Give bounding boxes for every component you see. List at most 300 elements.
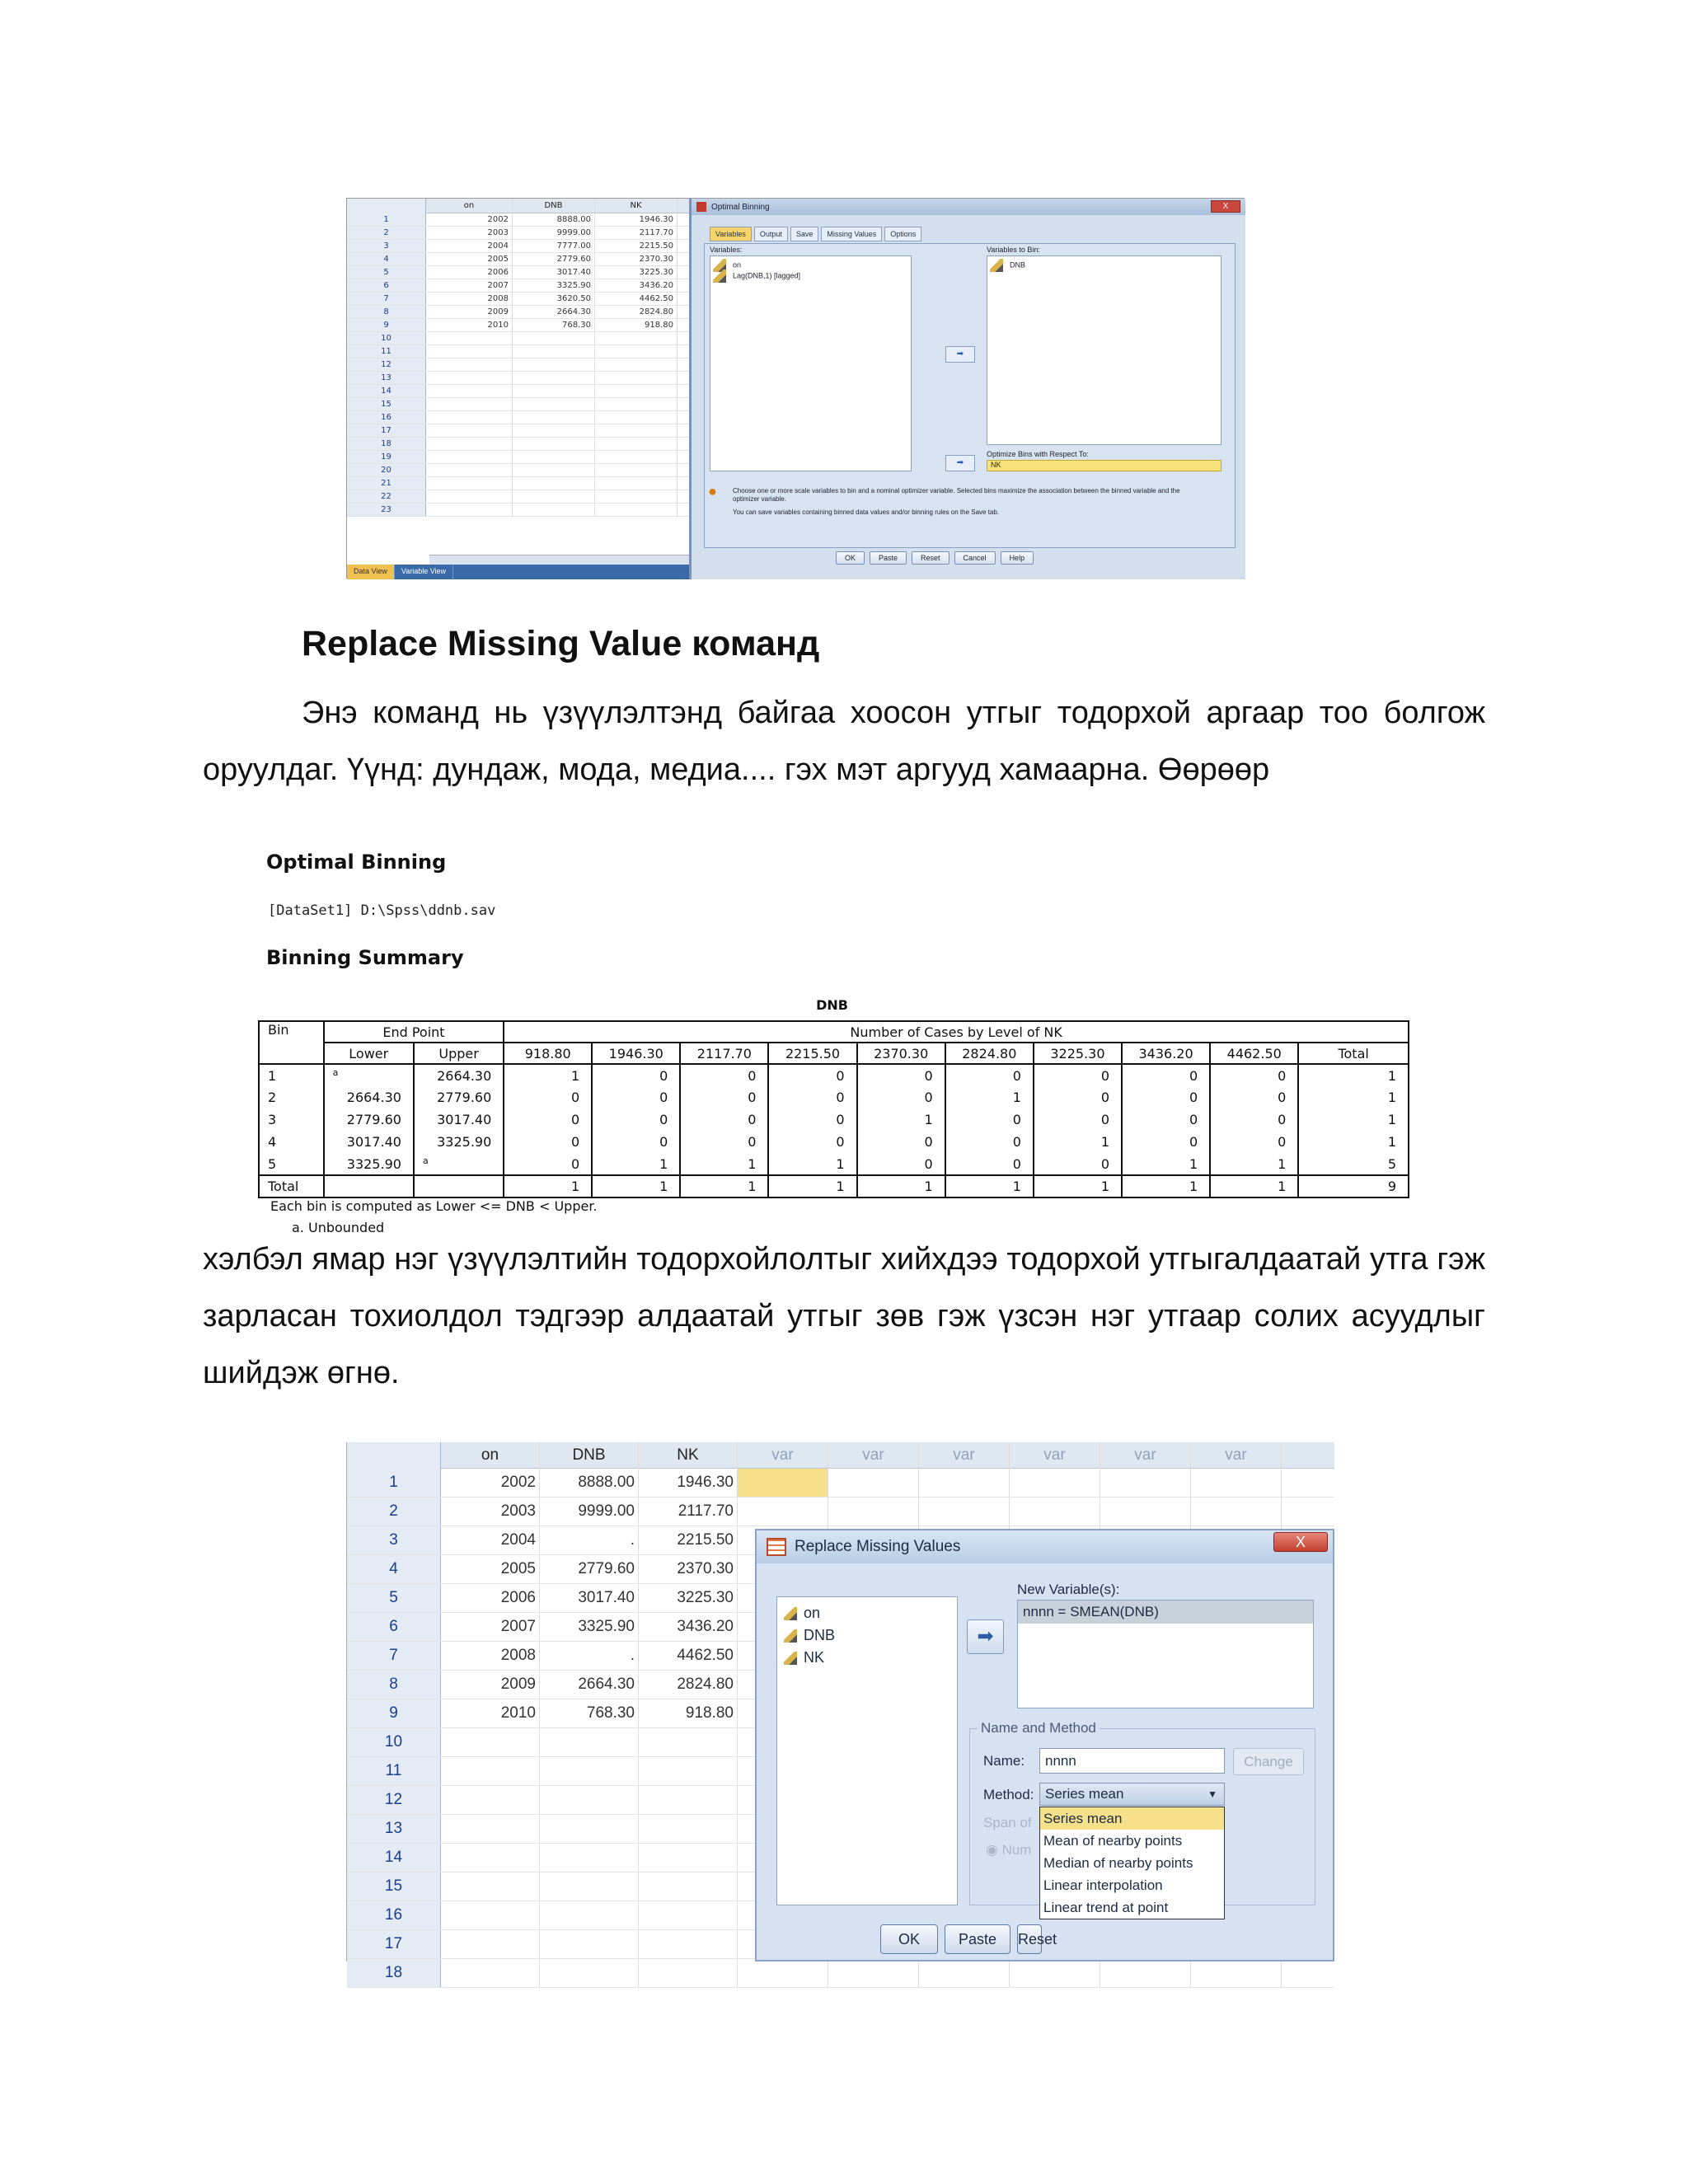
source-variable-list[interactable] <box>776 1596 958 1905</box>
cell-nk[interactable]: 918.80 <box>639 1699 738 1727</box>
cell-on[interactable] <box>426 464 513 476</box>
cell-dnb[interactable] <box>540 1757 639 1785</box>
row-number[interactable]: 9 <box>347 1699 441 1727</box>
cell-nk[interactable]: 3225.30 <box>639 1584 738 1612</box>
cell-on[interactable] <box>426 424 513 437</box>
cell-dnb[interactable]: 3325.90 <box>513 279 595 292</box>
cell-dnb[interactable]: 2779.60 <box>513 253 595 265</box>
cell-nk[interactable] <box>595 504 678 516</box>
cell-dnb[interactable]: 3017.40 <box>513 266 595 279</box>
cell-dnb[interactable]: 3325.90 <box>540 1613 639 1641</box>
cell-dnb[interactable] <box>513 504 595 516</box>
cancel-button[interactable]: Cancel <box>954 551 996 565</box>
cell-upper <box>414 1153 504 1175</box>
ok-button[interactable]: OK <box>880 1924 938 1954</box>
cell-nk[interactable]: 2824.80 <box>595 306 678 318</box>
row-number[interactable]: 16 <box>347 411 426 424</box>
column-header-nk[interactable]: NK <box>595 199 678 213</box>
row-number[interactable]: 17 <box>347 1930 441 1958</box>
cell-count: 0 <box>504 1131 592 1153</box>
cell-dnb[interactable] <box>513 464 595 476</box>
cell-nk[interactable] <box>595 451 678 463</box>
cell-dnb[interactable] <box>540 1959 639 1987</box>
cell-dnb[interactable] <box>540 1815 639 1843</box>
cell-count: 0 <box>1122 1064 1210 1086</box>
cell-var[interactable] <box>828 1469 919 1497</box>
cell-nk[interactable]: 2215.50 <box>595 240 678 252</box>
tab-variables[interactable]: Variables <box>710 227 752 241</box>
cell-dnb[interactable] <box>513 411 595 424</box>
cell-bin: 3 <box>259 1108 324 1131</box>
move-right-arrow-icon[interactable]: ➡ <box>967 1619 1004 1654</box>
cell-dnb[interactable]: 8888.00 <box>540 1469 639 1497</box>
source-variable-list[interactable] <box>710 255 912 471</box>
cell-bin: 1 <box>259 1064 324 1086</box>
cell-dnb[interactable]: 9999.00 <box>540 1497 639 1526</box>
row-number[interactable]: 21 <box>347 477 426 490</box>
cell-var[interactable] <box>1100 1497 1191 1526</box>
cell-dnb[interactable] <box>513 359 595 371</box>
method-select[interactable] <box>1039 1783 1225 1806</box>
scale-variable-icon <box>990 259 1003 272</box>
method-option-linear-interpolation[interactable]: Linear interpolation <box>1043 1877 1163 1893</box>
table-caption: DNB <box>816 997 848 1013</box>
method-option-linear-trend[interactable]: Linear trend at point <box>1043 1900 1169 1915</box>
column-header-var[interactable]: var <box>828 1442 919 1469</box>
cell-nk[interactable]: 1946.30 <box>639 1469 738 1497</box>
cell-nk[interactable] <box>595 424 678 437</box>
cell-var[interactable] <box>1010 1959 1100 1987</box>
paste-button[interactable]: Paste <box>870 551 907 565</box>
tab-variable-view[interactable]: Variable View <box>395 565 453 579</box>
cell-count: 0 <box>1210 1064 1298 1086</box>
cell-var[interactable] <box>738 1497 828 1526</box>
cell-var[interactable] <box>919 1497 1010 1526</box>
cell-dnb[interactable] <box>513 345 595 358</box>
name-input[interactable]: nnnn <box>1039 1748 1225 1774</box>
cell-count: 5 <box>1298 1153 1409 1175</box>
cell-nk[interactable]: 2117.70 <box>639 1497 738 1526</box>
cell-count: 0 <box>592 1108 680 1131</box>
cell-count: 0 <box>680 1064 768 1086</box>
paste-button[interactable]: Paste <box>945 1924 1010 1954</box>
move-right-arrow-icon[interactable]: ➡ <box>945 346 975 363</box>
header-nk-level: 2215.50 <box>768 1043 856 1064</box>
cell-on[interactable] <box>426 504 513 516</box>
tab-data-view[interactable]: Data View <box>347 565 395 579</box>
cell-dnb[interactable]: . <box>540 1642 639 1670</box>
column-header-on[interactable]: on <box>441 1442 540 1469</box>
cell-dnb[interactable]: 2664.30 <box>513 306 595 318</box>
table-header-row <box>259 1021 1409 1043</box>
cell-on[interactable]: 2010 <box>426 319 513 331</box>
cell-on[interactable]: 2010 <box>441 1699 540 1727</box>
cell-dnb[interactable]: 3017.40 <box>540 1584 639 1612</box>
cell-on[interactable] <box>426 359 513 371</box>
row-number[interactable]: 11 <box>347 345 426 358</box>
cell-count: 1 <box>1298 1086 1409 1108</box>
cell-count: 1 <box>1122 1175 1210 1197</box>
info-text-1: Choose one or more scale variables to bin and a nominal optimizer variable. Selected bins maximize the association between the binned variable and the optimizer variable. <box>733 487 1180 503</box>
cell-nk[interactable] <box>639 1959 738 1987</box>
cell-dnb[interactable] <box>540 1844 639 1872</box>
info-text-2: You can save variables containing binned data values and/or binning rules on the Save tab. <box>733 509 1000 516</box>
cell-dnb[interactable] <box>513 438 595 450</box>
cell-on[interactable] <box>441 1757 540 1785</box>
cell-on[interactable]: 2009 <box>426 306 513 318</box>
row-number[interactable]: 18 <box>347 438 426 450</box>
cell-on[interactable] <box>441 1786 540 1814</box>
cell-var[interactable] <box>1100 1469 1191 1497</box>
row-number[interactable]: 4 <box>347 253 426 265</box>
cell-count: 0 <box>1122 1131 1210 1153</box>
cell-nk[interactable] <box>639 1844 738 1872</box>
cell-dnb[interactable] <box>513 332 595 344</box>
row-number[interactable]: 7 <box>347 1642 441 1670</box>
row-number[interactable]: 1 <box>347 1469 441 1497</box>
cell-on[interactable]: 2006 <box>441 1584 540 1612</box>
table-row <box>347 359 689 372</box>
cell-var[interactable] <box>1010 1469 1100 1497</box>
cell-nk[interactable]: 3436.20 <box>595 279 678 292</box>
cell-nk[interactable] <box>595 398 678 410</box>
cell-var[interactable] <box>828 1959 919 1987</box>
row-number[interactable]: 2 <box>347 227 426 239</box>
cell-bin: 4 <box>259 1131 324 1153</box>
cell-dnb[interactable]: 2664.30 <box>540 1671 639 1699</box>
list-item[interactable]: nnnn = SMEAN(DNB) <box>1018 1601 1313 1624</box>
cell-on[interactable]: 2005 <box>426 253 513 265</box>
cell-on[interactable] <box>426 451 513 463</box>
cell-dnb[interactable] <box>513 477 595 490</box>
header-upper: Upper <box>414 1043 504 1064</box>
cell-lower <box>324 1175 414 1197</box>
cell-on[interactable] <box>441 1844 540 1872</box>
row-number[interactable]: 8 <box>347 306 426 318</box>
cell-nk[interactable]: 2370.30 <box>639 1555 738 1583</box>
column-header-var[interactable]: var <box>1191 1442 1282 1469</box>
cell-var[interactable] <box>1191 1497 1282 1526</box>
output-title: Optimal Binning <box>266 851 447 874</box>
span-label: Span of <box>983 1815 1032 1830</box>
cell-upper: 2779.60 <box>414 1086 504 1108</box>
row-number[interactable]: 20 <box>347 464 426 476</box>
cell-count: 1 <box>1298 1064 1409 1086</box>
row-number[interactable]: 13 <box>347 1815 441 1843</box>
method-option-mean-nearby[interactable]: Mean of nearby points <box>1043 1833 1183 1849</box>
cell-on[interactable]: 2009 <box>441 1671 540 1699</box>
cell-on[interactable] <box>426 332 513 344</box>
cell-on[interactable]: 2004 <box>426 240 513 252</box>
column-header-nk[interactable]: NK <box>639 1442 738 1469</box>
list-item[interactable]: Lag(DNB,1) [lagged] <box>713 269 908 280</box>
cell-nk[interactable]: 2215.50 <box>639 1526 738 1554</box>
row-number[interactable]: 5 <box>347 266 426 279</box>
cell-count: 0 <box>1122 1108 1210 1131</box>
method-selected-value: Series mean <box>1045 1786 1124 1802</box>
cell-nk[interactable] <box>595 477 678 490</box>
cell-dnb[interactable] <box>513 490 595 503</box>
cell-on[interactable] <box>426 385 513 397</box>
cell-on[interactable]: 2005 <box>441 1555 540 1583</box>
help-button[interactable]: Help <box>1001 551 1034 565</box>
cell-on[interactable] <box>441 1959 540 1987</box>
cell-nk[interactable] <box>639 1930 738 1958</box>
cell-dnb[interactable] <box>540 1901 639 1929</box>
cell-count: 1 <box>945 1086 1034 1108</box>
cell-nk[interactable]: 2117.70 <box>595 227 678 239</box>
close-button[interactable]: X <box>1211 200 1240 213</box>
cell-var[interactable] <box>1010 1497 1100 1526</box>
column-header-on[interactable]: on <box>426 199 513 213</box>
cell-nk[interactable]: 918.80 <box>595 319 678 331</box>
cell-var[interactable] <box>1100 1959 1191 1987</box>
cell-lower: 3325.90 <box>324 1153 414 1175</box>
footnote-marker: a <box>332 1066 339 1078</box>
row-number[interactable]: 10 <box>347 1728 441 1756</box>
row-number[interactable]: 15 <box>347 1872 441 1900</box>
cell-var[interactable] <box>919 1959 1010 1987</box>
cell-var[interactable] <box>828 1497 919 1526</box>
row-number[interactable]: 18 <box>347 1959 441 1987</box>
cell-on[interactable]: 2002 <box>441 1469 540 1497</box>
scale-variable-icon <box>713 269 726 283</box>
cell-nk[interactable] <box>639 1757 738 1785</box>
table-row <box>347 385 689 398</box>
cell-nk[interactable]: 3436.20 <box>639 1613 738 1641</box>
list-item[interactable]: DNB <box>990 259 1218 269</box>
cell-on[interactable]: 2008 <box>426 293 513 305</box>
cell-dnb[interactable] <box>513 372 595 384</box>
row-number[interactable]: 15 <box>347 398 426 410</box>
table-row <box>347 319 689 332</box>
cell-on[interactable] <box>426 438 513 450</box>
cell-on[interactable] <box>441 1930 540 1958</box>
cell-on[interactable] <box>441 1728 540 1756</box>
cell-nk[interactable] <box>639 1728 738 1756</box>
row-number[interactable]: 16 <box>347 1901 441 1929</box>
cell-nk[interactable]: 1946.30 <box>595 213 678 226</box>
cell-nk[interactable] <box>595 332 678 344</box>
row-number[interactable]: 4 <box>347 1555 441 1583</box>
list-item[interactable]: on <box>784 1602 950 1624</box>
cell-nk[interactable]: 2824.80 <box>639 1671 738 1699</box>
table-row <box>347 240 689 253</box>
reset-button[interactable]: Reset <box>912 551 950 565</box>
dialog-title: Optimal Binning <box>711 202 770 212</box>
row-number[interactable]: 9 <box>347 319 426 331</box>
method-dropdown-list <box>1039 1807 1225 1919</box>
cell-on[interactable] <box>441 1901 540 1929</box>
cell-nk[interactable] <box>595 438 678 450</box>
grid-body <box>347 213 689 517</box>
row-number[interactable]: 23 <box>347 504 426 516</box>
row-number[interactable]: 6 <box>347 279 426 292</box>
cell-on[interactable] <box>426 372 513 384</box>
cell-on[interactable]: 2007 <box>426 279 513 292</box>
row-number[interactable]: 3 <box>347 1526 441 1554</box>
cell-count: 1 <box>1210 1175 1298 1197</box>
list-item[interactable]: DNB <box>784 1624 950 1647</box>
cell-nk[interactable]: 4462.50 <box>639 1642 738 1670</box>
row-number[interactable]: 13 <box>347 372 426 384</box>
column-header-dnb[interactable]: DNB <box>513 199 595 213</box>
cell-nk[interactable] <box>639 1872 738 1900</box>
column-header-var[interactable]: var <box>919 1442 1010 1469</box>
column-header-var[interactable]: var <box>1010 1442 1100 1469</box>
row-number[interactable]: 5 <box>347 1584 441 1612</box>
cell-on[interactable]: 2003 <box>441 1497 540 1526</box>
cell-on[interactable]: 2008 <box>441 1642 540 1670</box>
table-subheader-row <box>259 1043 1409 1064</box>
cell-nk[interactable] <box>639 1786 738 1814</box>
cell-on[interactable]: 2006 <box>426 266 513 279</box>
method-option-median-nearby[interactable]: Median of nearby points <box>1043 1855 1193 1871</box>
cell-on[interactable]: 2004 <box>441 1526 540 1554</box>
header-nk-level: 3225.30 <box>1034 1043 1122 1064</box>
header-nk-level: 3436.20 <box>1122 1043 1210 1064</box>
row-number[interactable]: 6 <box>347 1613 441 1641</box>
cell-var[interactable] <box>738 1959 828 1987</box>
cell-var[interactable] <box>919 1469 1010 1497</box>
cell-nk[interactable]: 4462.50 <box>595 293 678 305</box>
cell-dnb[interactable]: 7777.00 <box>513 240 595 252</box>
cell-on[interactable] <box>426 490 513 503</box>
column-header-var[interactable]: var <box>738 1442 828 1469</box>
cell-nk[interactable] <box>639 1901 738 1929</box>
row-number[interactable]: 2 <box>347 1497 441 1526</box>
row-number[interactable]: 19 <box>347 451 426 463</box>
cell-lower: 3017.40 <box>324 1131 414 1153</box>
cell-count: 0 <box>945 1108 1034 1131</box>
header-nk-level: 2824.80 <box>945 1043 1034 1064</box>
cell-nk[interactable] <box>595 359 678 371</box>
cell-dnb[interactable]: 9999.00 <box>513 227 595 239</box>
tab-options[interactable]: Options <box>884 227 921 241</box>
cell-nk[interactable]: 2370.30 <box>595 253 678 265</box>
row-number[interactable]: 10 <box>347 332 426 344</box>
reset-button[interactable]: Reset <box>1017 1924 1042 1954</box>
cell-on[interactable] <box>426 398 513 410</box>
cell-var[interactable] <box>738 1469 828 1497</box>
cell-count: 0 <box>680 1108 768 1131</box>
new-variables-list[interactable] <box>1017 1600 1314 1708</box>
cell-on[interactable]: 2002 <box>426 213 513 226</box>
tab-save[interactable]: Save <box>790 227 819 241</box>
cell-dnb[interactable] <box>540 1728 639 1756</box>
cell-dnb[interactable] <box>513 424 595 437</box>
cell-nk[interactable] <box>595 490 678 503</box>
cell-nk[interactable]: 3225.30 <box>595 266 678 279</box>
dialog-buttons <box>836 551 1034 565</box>
number-radio[interactable]: ◉ Num <box>986 1842 1032 1858</box>
row-number[interactable]: 14 <box>347 1844 441 1872</box>
cell-on[interactable] <box>441 1872 540 1900</box>
move-optimizer-arrow-icon[interactable]: ➡ <box>945 455 975 471</box>
row-number[interactable]: 12 <box>347 359 426 371</box>
cell-nk[interactable] <box>595 411 678 424</box>
cell-dnb[interactable]: 2779.60 <box>540 1555 639 1583</box>
cell-dnb[interactable] <box>540 1786 639 1814</box>
row-number[interactable]: 7 <box>347 293 426 305</box>
cell-count: 0 <box>857 1064 945 1086</box>
cell-nk[interactable] <box>639 1815 738 1843</box>
header-end-point: End Point <box>324 1021 504 1043</box>
section-heading: Replace Missing Value команд <box>302 624 820 663</box>
cell-dnb[interactable] <box>513 398 595 410</box>
tab-missing-values[interactable]: Missing Values <box>821 227 882 241</box>
close-button[interactable]: X <box>1273 1532 1328 1552</box>
footnote-marker: a <box>422 1155 429 1166</box>
cell-count: 0 <box>1210 1108 1298 1131</box>
cell-on[interactable] <box>426 477 513 490</box>
cell-on[interactable] <box>441 1815 540 1843</box>
cell-count: 0 <box>504 1108 592 1131</box>
cell-dnb[interactable]: 768.30 <box>540 1699 639 1727</box>
optimize-label: Optimize Bins with Respect To: <box>987 450 1089 458</box>
cell-nk[interactable] <box>595 345 678 358</box>
cell-dnb[interactable] <box>540 1930 639 1958</box>
cell-on[interactable] <box>426 345 513 358</box>
bin-variable-list[interactable] <box>987 255 1221 445</box>
table-row <box>347 504 689 517</box>
column-header-var[interactable]: var <box>1100 1442 1191 1469</box>
method-option-series-mean[interactable]: Series mean <box>1040 1807 1224 1830</box>
cell-dnb[interactable]: . <box>540 1526 639 1554</box>
cell-nk[interactable] <box>595 464 678 476</box>
row-number[interactable]: 17 <box>347 424 426 437</box>
cell-nk[interactable] <box>595 372 678 384</box>
column-header-dnb[interactable]: DNB <box>540 1442 639 1469</box>
cell-on[interactable]: 2003 <box>426 227 513 239</box>
table-row <box>259 1153 1409 1175</box>
change-button[interactable]: Change <box>1233 1748 1304 1775</box>
cell-dnb[interactable]: 8888.00 <box>513 213 595 226</box>
cell-dnb[interactable] <box>513 385 595 397</box>
row-number[interactable]: 12 <box>347 1786 441 1814</box>
row-number[interactable]: 1 <box>347 213 426 226</box>
ok-button[interactable]: OK <box>836 551 865 565</box>
row-number[interactable]: 22 <box>347 490 426 503</box>
replace-missing-values-dialog <box>755 1529 1334 1961</box>
row-number[interactable]: 8 <box>347 1671 441 1699</box>
cell-dnb[interactable]: 3620.50 <box>513 293 595 305</box>
cell-var[interactable] <box>1191 1469 1282 1497</box>
view-tabs <box>347 565 689 579</box>
table-row <box>347 398 689 411</box>
cell-nk[interactable] <box>595 385 678 397</box>
list-item[interactable]: NK <box>784 1647 950 1669</box>
cell-count: 1 <box>1122 1153 1210 1175</box>
cell-dnb[interactable] <box>540 1872 639 1900</box>
optimizer-variable-field[interactable]: NK <box>987 460 1221 471</box>
table-row <box>347 424 689 438</box>
cell-on[interactable] <box>426 411 513 424</box>
cell-dnb[interactable]: 768.30 <box>513 319 595 331</box>
row-number[interactable]: 11 <box>347 1757 441 1785</box>
list-item[interactable]: on <box>713 259 908 269</box>
horizontal-scrollbar[interactable] <box>429 555 689 565</box>
row-number[interactable]: 3 <box>347 240 426 252</box>
dialog-tabs <box>710 227 921 241</box>
scale-variable-icon <box>784 1629 797 1643</box>
data-editor-grid <box>347 199 689 579</box>
cell-on[interactable]: 2007 <box>441 1613 540 1641</box>
row-number[interactable]: 14 <box>347 385 426 397</box>
tab-output[interactable]: Output <box>754 227 788 241</box>
cell-dnb[interactable] <box>513 451 595 463</box>
cell-var[interactable] <box>1191 1959 1282 1987</box>
